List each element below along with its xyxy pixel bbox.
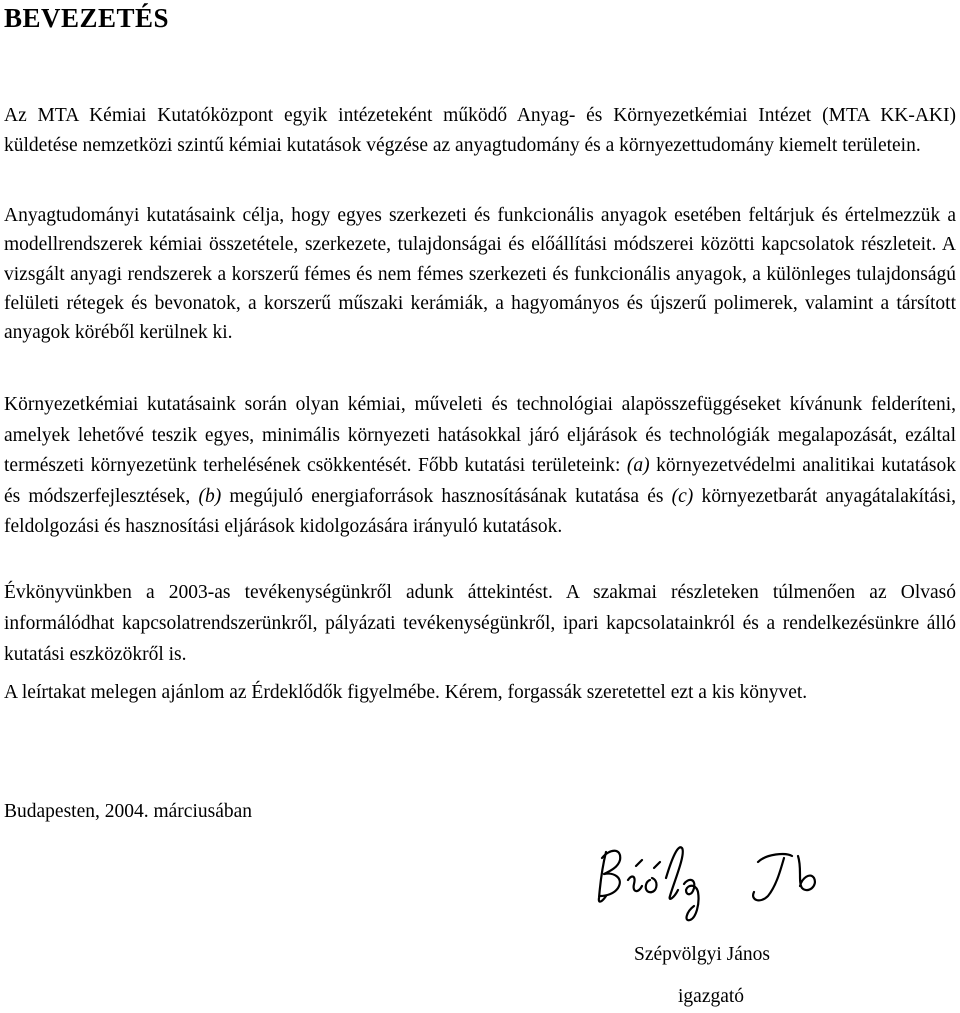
- paragraph-intro: [4, 101, 956, 161]
- paragraph-environmental-research: [4, 390, 956, 543]
- paragraph-run: Az MTA Kémiai Kutatóközpont egyik intézeteként működő Anyag- és Környezetkémiai Intézet (MTA KK-AKI) küldetése nemzetközi szintű kémiai kutatások végzése az anyagtudomány és a környezettudomány kiemelt területein.: [4, 105, 956, 156]
- paragraph-run: Környezetkémiai kutatásaink során olyan kémiai, műveleti és technológiai alapösszefüggéseket kívánunk felderíteni, amelyek lehetővé teszik egyes, minimális környezeti hatásokkal járó eljárások és technológiák megalapozását, ezáltal természeti környezetünk terhelésének csökkentését. Főbb kutatási területeink:: [4, 394, 956, 476]
- signer-title: igazgató: [678, 986, 745, 1007]
- place-and-date: Budapesten, 2004. márciusában: [4, 801, 253, 822]
- paragraph-run: (b): [198, 485, 222, 507]
- paragraph-run: Anyagtudományi kutatásaink célja, hogy egyes szerkezeti és funkcionális anyagok esetében feltárjuk és értelmezzük a modellrendszerek kémiai összetétele, szerkezete, tulajdonságai és előállítási módszerei közötti kapcsolatok részleteit. A vizsgált anyagi rendszerek a korszerű fémes és nem fémes szerkezeti és funkcionális anyagok, a különleges tulajdonságú felületi rétegek és bevonatok, a korszerű műszaki kerámiák, a hagyományos és újszerű polimerek, valamint a társított anyagok köréből kerülnek ki.: [4, 205, 956, 344]
- paragraph-run: (a): [626, 455, 650, 476]
- page-title: BEVEZETÉS: [4, 3, 170, 33]
- paragraph-run: környezetvédelmi analitikai kutatások és módszerfejlesztések,: [4, 455, 956, 507]
- paragraph-run: megújuló energiaforrások hasznosításának kutatása és: [221, 485, 672, 507]
- paragraph-run: Évkönyvünkben a 2003-as tevékenységünkről adunk áttekintést. A szakmai részleteken túlmenően az Olvasó informálódhat kapcsolatrendszerünkről, pályázati tevékenységünkről, ipari kapcsolatainkról és a rendelkezésünkre álló kutatási eszközökről is.: [4, 582, 956, 665]
- paragraph-run: A leírtakat melegen ajánlom az Érdeklődők figyelmébe. Kérem, forgassák szeretettel ezt a kis könyvet.: [4, 682, 808, 703]
- paragraph-recommendation: [4, 677, 956, 708]
- paragraph-run: környezetbarát anyagátalakítási, feldolgozási és hasznosítási eljárások kidolgozására irányuló kutatások.: [4, 485, 956, 537]
- signer-name: Szépvölgyi János: [634, 944, 770, 965]
- paragraph-yearbook-overview: [4, 577, 956, 670]
- paragraph-run: (c): [671, 485, 694, 507]
- handwritten-signature-icon: [588, 838, 848, 922]
- paragraph-materials-research: [4, 201, 956, 347]
